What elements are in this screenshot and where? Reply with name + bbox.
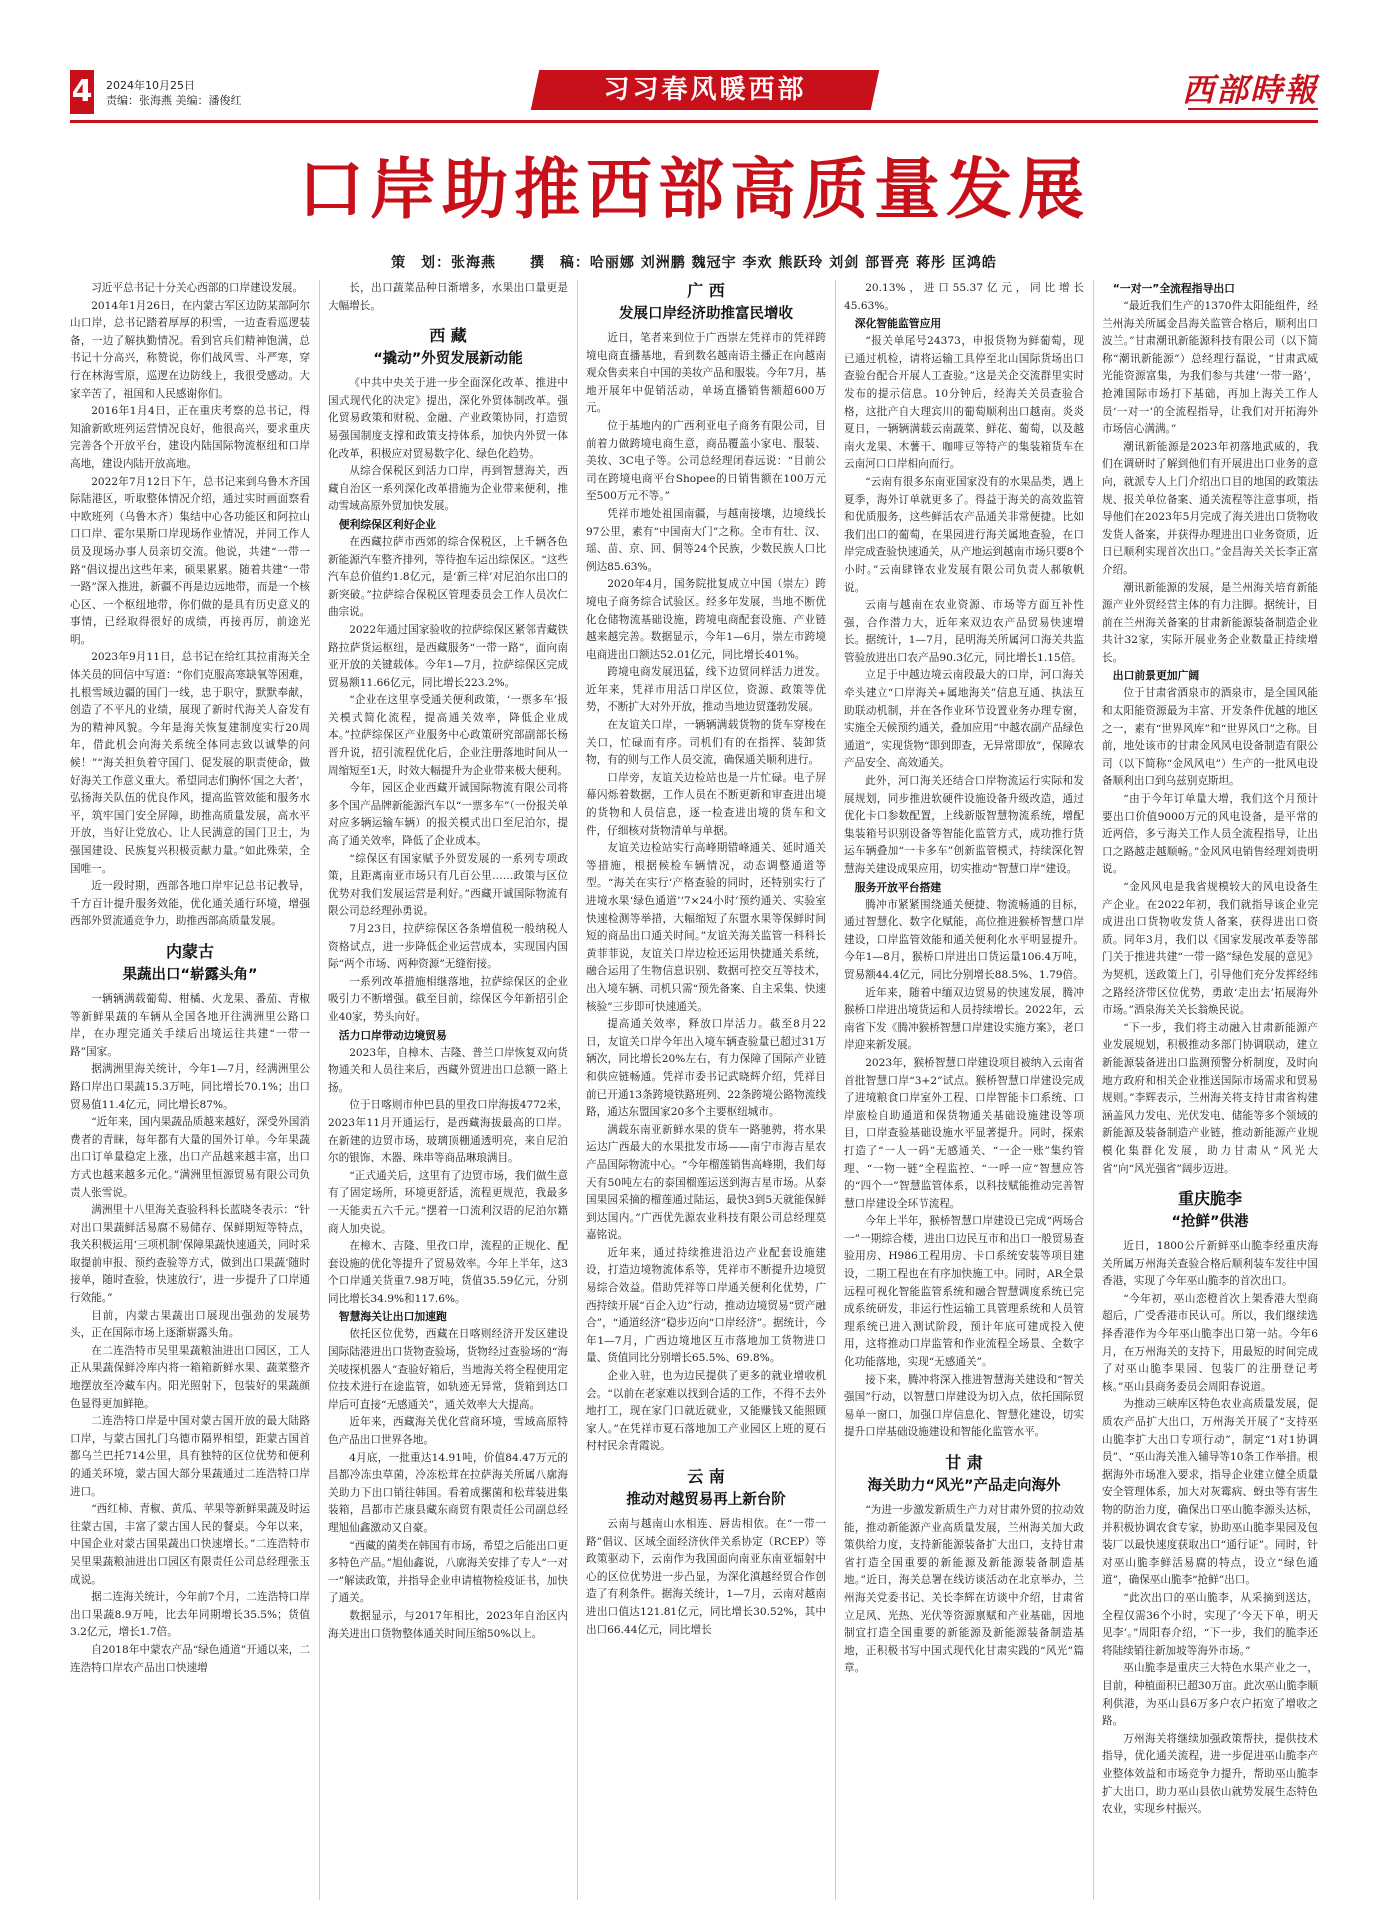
main-headline: 口岸助推西部高质量发展 <box>298 151 1090 228</box>
column-2 <box>328 280 568 1900</box>
paragraph: “云南有很多东南亚国家没有的水果品类，遇上夏季，海外订单就更多了。得益于海关的高效监管和优质服务，这些鲜活农产品通关非常便捷。比如我们出口的葡萄，在果园进行海关属地查验，在口岸完成查验快速通关，从产地运到越南市场只要8个小时。”云南肆锋农业发展有限公司负责人郝敏帆说。 <box>844 475 1084 594</box>
paragraph: “由于今年订单量大增，我们这个月预计要出口价值9000万元的风电设备，是平常的近两倍，多亏海关工作人员全流程指导，让出口之路越走越顺畅。”金风风电销售经理刘贵明说。 <box>1102 793 1318 876</box>
paragraph: 2016年1月4日，正在重庆考察的总书记，得知渝新欧班列运营情况良好，他很高兴，要求重庆完善各个开放平台，建设内陆国际物流枢纽和口岸高地，建设内陆开放高地。 <box>70 405 310 470</box>
paragraph: 云南与越南在农业资源、市场等方面互补性强，合作潜力大，近年来双边农产品贸易快速增长。据统计，1—7月，昆明海关所属河口海关共监管验放进出口农产品90.3亿元，同比增长1.15倍。 <box>844 599 1084 664</box>
paragraph: 2023年，自樟木、吉隆、普兰口岸恢复双向货物通关和人员往来后，西藏外贸进出口总额一路上扬。 <box>328 1046 568 1094</box>
paragraph: 此外，河口海关还结合口岸物流运行实际和发展规划，同步推进软硬件设施设备升级改造，通过优化卡口参数配置，上线新版智慧物流系统，增配集装箱号识别设备等智能化监管方式，成功推行货运车辆叠加“一卡多车”创新监管模式，持续深化智慧海关建设成果应用，切实推动“智慧口岸”建设。 <box>844 775 1084 875</box>
page-number: 4 <box>70 70 94 114</box>
paragraph: 在二连浩特市吴里果蔬粮油进出口园区，工人正从果蔬保鲜冷库内将一箱箱新鲜水果、蔬菜整齐地摆放至冷藏车内。阳光照射下，包装好的果蔬颜色显得更加鲜艳。 <box>70 1344 310 1410</box>
paragraph: “企业在这里享受通关便利政策，‘一票多车’报关模式简化流程，提高通关效率，降低企业成本。”拉萨综保区产业服务中心政策研究部副部长杨晋升说，招引流程优化后，企业注册落地时间从一周缩短至1天，时效大幅提升为企业带来极大便利。 <box>328 694 568 777</box>
column-divider <box>835 280 836 1900</box>
section-title: 海关助力“风光”产品走向海外 <box>867 1478 1061 1494</box>
paragraph: 为推动三峡库区特色农业高质量发展，促质农产品扩大出口，万州海关开展了“支持巫山脆李扩大出口专项行动”，制定“1对1协调员”、“巫山海关准入辅导等10条工作举措。根据海外市场准入要求，指导企业建立健全质量安全管理体系，加大对灰霉病、蚜虫等有害生物的防治力度，确保出口巫山脆李源头达标，并积极协调农食专家，协助巫山脆李果园及包装厂以最快速度获取出口“通行证”。同时，针对巫山脆李鲜活易腐的特点，设立“绿色通道”，确保巫山脆李“抢鲜”出口。 <box>1102 1398 1318 1587</box>
paragraph: 企业入驻，也为边民提供了更多的就业增收机会。“以前在老家难以找到合适的工作，不得不去外地打工，现在家门口就近就业，又能赚钱又能照顾家人。”在凭祥市夏石落地加工产业园区上班的夏石村村民余青霞说。 <box>586 1370 826 1453</box>
paragraph: 近年来，通过持续推进沿边产业配套设施建设，打造边境物流体系等，凭祥市不断提升边境贸易综合效益。借助凭祥等口岸通关便利化优势，广西持续开展“百企入边”行动，推动边境贸易“贸产融合”，“通道经济”稳步迈向“口岸经济”。据统计，今年1—7月，广西边境地区互市落地加工货物进口量、货值同比分别增长65.5%、69.8%。 <box>586 1246 826 1365</box>
paragraph: “金风风电是我省规模较大的风电设备生产企业。在2022年初，我们就指导该企业完成进出口货物收发货人备案，获得进出口资质。同年3月，我们以《国家发展改革委等部门关于推进共建“一带一路”绿色发展的意见》为契机，送政策上门，引导他们充分发挥经纬之路经济带区位优势，勇敢‘走出去’拓展海外市场。”酒泉海关关长翁焕民说。 <box>1102 881 1318 1017</box>
paragraph: 巫山脆李是重庆三大特色水果产业之一，目前，种植面积已超30万亩。此次巫山脆李顺利供港，为巫山县6万多户农户拓宽了增收之路。 <box>1102 1662 1318 1728</box>
paragraph: 2014年1月26日，在内蒙古军区边防某部阿尔山口岸，总书记踏着厚厚的积雪，一边查看巡逻装备，一边了解执勤情况。看到官兵们精神饱满，总书记十分高兴，称赞说，你们战风雪、斗严寒，穿行在林海雪原，巡逻在边防线上，我很受感动。大家辛苦了，祖国和人民感谢你们。 <box>70 299 310 400</box>
subheading: 出口前景更加广阔 <box>1112 669 1200 683</box>
paragraph: 近一段时期，西部各地口岸牢记总书记教导，千方百计提升服务效能，优化通关通行环境，增强西部外贸流通竞争力，助推西部高质量发展。 <box>70 880 310 928</box>
paragraph: 在西藏拉萨市西郊的综合保税区，上千辆各色新能源汽车整齐排列，等待抱车运出综保区。“这些汽车总价值约1.8亿元，是‘新三样’对尼泊尔出口的新突破。”拉萨综合保税区管理委员会工作人员次仁曲宗说。 <box>328 535 568 619</box>
paragraph: “今年初，巫山恋橙首次上架香港大型商超后，广受香港市民认可。所以，我们继续选择香港作为今年巫山脆李出口第一站。今年6月，在万州海关的支持下，用最短的时间完成了对巫山脆李果园、包装厂的注册登记考核。”巫山县商务委员会周阳春说道。 <box>1102 1292 1318 1393</box>
paragraph: 从综合保税区到活力口岸，再到智慧海关，西藏自治区一系列深化改革措施为企业带来便利，推动雪域高原外贸加快发展。 <box>328 465 568 513</box>
paragraph: 潮讯新能源是2023年初落地武威的，我们在调研时了解到他们有开展进出口业务的意向，就派专人上门介绍出口目的地国的政策法规、报关单位备案、通关流程等注意事项，指导他们在2023年5月完成了海关进出口货物收发货人备案，并获得办理进出口业务资质，近日已顺利实现首次出口。”金昌海关关长李正富介绍。 <box>1102 440 1318 576</box>
issue-date: 2024年10月25日 <box>106 79 195 92</box>
paragraph: 提高通关效率，释放口岸活力。截至8月22日，友谊关口岸今年出入境车辆查验量已超过31万辆次，同比增长20%左右，有力保障了国际产业链和供应链畅通。凭祥市委书记武晓辉介绍，凭祥目前已开通13条跨境铁路班列、22条跨境公路物流线路，通达东盟国家20多个主要枢纽城市。 <box>586 1018 826 1119</box>
column-4 <box>844 280 1084 1900</box>
paragraph: 2022年通过国家验收的拉萨综保区紧邻青藏铁路拉萨货运枢纽，是西藏服务“一带一路”，面向南亚开放的关键载体。今年1—7月，拉萨综保区完成贸易额11.66亿元，同比增长223.2%。 <box>328 623 568 689</box>
header-meta <box>106 78 242 108</box>
column-banner-text: 习习春风暖西部 <box>603 75 807 105</box>
section-region: 广 西 <box>687 281 725 300</box>
paragraph: 2023年，猴桥智慧口岸建设项目被纳入云南省首批智慧口岸“3+2”试点。猴桥智慧口岸建设完成了进境粮食口岸室外工程、口岸智能卡口系统、口岸旅检自助通道和保货物通关基础设施建设等项目，口岸查验基础设施水平显著提升。同时，探索打造了“一人一码”无感通关、“一企一账”集约管理、“一物一链”全程监控、“一呼一应”智慧应答的“四个一”智慧监管体系，以科技赋能推动完善智慧口岸建设全环节流程。 <box>844 1056 1084 1210</box>
paragraph: 腾冲市紧紧围绕通关便捷、物流畅通的目标，通过智慧化、数字化赋能，高位推进猴桥智慧口岸建设，口岸监管效能和通关便利化水平明显提升。今年1—8月，猴桥口岸进出口货运量106.4万吨，贸易额44.4亿元，同比分别增长88.5%、1.79倍。 <box>844 898 1084 981</box>
paragraph: “报关单尾号24373，申报货物为鲜葡萄，现已通过机检，请将运输工具停至北山国际货场出口查验台配合开展人工查验。”这是关企交流群里实时发布的提示信息。10分钟后，经海关关员查验合格，这批产自大理宾川的葡萄顺利出口越南。炎炎夏日，一辆辆满载云南蔬菜、鲜花、葡萄，以及越南火龙果、木薯干、咖啡豆等特产的集装箱货车在云南河口口岸相向而行。 <box>844 335 1084 471</box>
paragraph: 7月23日，拉萨综保区各条增值税一般纳税人资格试点，进一步降低企业运营成本，实现国内国际“两个市场、两种资源”无缝衔接。 <box>328 923 568 971</box>
column-1 <box>70 280 310 1900</box>
paragraph: 跨境电商发展迅猛，线下边贸同样活力迸发。近年来，凭祥市用活口岸区位，资源、政策等优势，不断扩大对外开放，推动当地边贸蓬勃发展。 <box>586 666 826 714</box>
column-banner <box>531 70 880 110</box>
paragraph: 满载东南亚新鲜水果的货车一路驰骋，将水果运达广西最大的水果批发市场——南宁市海吉星农产品国际物流中心。“今年榴莲销售高峰期，我们每天有50吨左右的泰国榴莲运送到海吉星市场。从泰国果园采摘的榴莲通过陆运，最快3到5天就能保鲜到达国内。”广西优先源农业科技有限公司总经理莫嘉铭说。 <box>586 1123 826 1242</box>
header-rule <box>70 120 1318 123</box>
paragraph: “西红柿、青椒、黄瓜、苹果等新鲜果蔬及时运往蒙古国，丰富了蒙古国人民的餐桌。今年以来，中国企业对蒙古国果蔬出口快速增长。”二连浩特市吴里果蔬粮油进出口园区有限责任公司总经理张玉成说。 <box>70 1503 310 1586</box>
paragraph: 在樟木、吉隆、里孜口岸，流程的正规化、配套设施的优化等提升了贸易效率。今年上半年，这3个口岸通关货重7.98万吨，货值35.59亿元，分别同比增长34.9%和117.6%。 <box>328 1240 568 1305</box>
paragraph: “为进一步激发新质生产力对甘肃外贸的拉动效能，推动新能源产业高质量发展，兰州海关加大政策供给力度，支持新能源装备扩大出口，支持甘肃省打造全国重要的新能源及新能源装备制造基地。”近日，海关总署在线访谈活动在北京举办，兰州海关党委书记、关长李辉在访谈中介绍，甘肃省立足风、光热、光伏等资源禀赋和产业基础，因地制宜打造全国重要的新能源及新能源装备制造基地，正积极书写中国式现代化甘肃实践的“风光”篇章。 <box>844 1504 1084 1675</box>
section-title: “撬动”外贸发展新动能 <box>373 351 523 368</box>
paragraph: 位于基地内的广西利亚电子商务有限公司，目前着力做跨境电商生意，商品覆盖小家电、服装、美妆、3C电子等。公司总经理闭春远说：“目前公司在跨境电商平台Shopee的日销售额在100万元至500万元不等。” <box>586 419 826 503</box>
paragraph: “西藏的菌类在韩国有市场，希望之后能出口更多特色产品。”旭仙鑫说，八廓海关安排了专人“一对一”解读政策，并指导企业申请植物检疫证书，加快了通关。 <box>328 1539 568 1605</box>
editors-line: 责编：张海燕 美编：潘俊红 <box>106 94 242 107</box>
column-divider <box>1093 280 1094 1900</box>
paragraph: 凭祥市地处祖国南疆，与越南接壤，边境线长97公里，素有“中国南大门”之称。全市有壮、汉、瑶、苗、京、回、侗等24个民族，少数民族人口比例达85.63%。 <box>586 507 826 573</box>
paragraph: 万州海关将继续加强政策帮扶，提供技术指导，优化通关流程，进一步促进巫山脆李产业整体效益和市场竞争力提升，帮助巫山脆李扩大出口，助力巫山县依山就势发展生态特色农业，实现乡村振兴。 <box>1102 1732 1318 1816</box>
paragraph: 一系列改革措施相继落地，拉萨综保区的企业吸引力不断增强。截至目前，综保区今年新招引企业40家，势头向好。 <box>328 975 568 1023</box>
section-heading <box>328 325 568 369</box>
paragraph: 据满洲里海关统计，今年1—7月，经满洲里公路口岸出口果蔬15.3万吨，同比增长70.1%；出口贸易值11.4亿元，同比增长87%。 <box>70 1063 310 1111</box>
section-heading <box>70 941 310 985</box>
subheading: 便利综保区利好企业 <box>338 517 436 531</box>
paragraph: 自2018年中蒙农产品“绿色通道”开通以来，二连浩特口岸农产品出口快速增 <box>70 1643 310 1674</box>
paragraph: 近日，笔者来到位于广西崇左凭祥市的凭祥跨境电商直播基地，看到数名越南语主播正在向越南观众售卖来自中国的美妆产品和服装。今年7月，基地开展年中促销活动，单场直播销售额超600万元。 <box>586 332 826 415</box>
paragraph: “正式通关后，这里有了边贸市场，我们做生意有了固定场所，环境更舒适，流程更规范，我最多一天能卖五六千元。”摆着一口流利汉语的尼泊尔籍商人加央说。 <box>328 1169 568 1235</box>
paragraph: 满洲里十八里海关查验科科长蓝晓冬表示：“针对出口果蔬鲜活易腐不易储存、保鲜期短等特点，我关积极运用‘三项机制’保障果蔬快速通关，同时采取提前申报、预约查验等方式，做到出口果蔬‘随时接单，随时查验，快速放行’，进一步提升了口岸通行效能。” <box>70 1204 310 1305</box>
section-region: 西 藏 <box>429 326 467 346</box>
article-columns <box>70 280 1318 1900</box>
paragraph: 位于日喀则市仲巴县的里孜口岸海拔4772米，2023年11月开通运行，是西藏海拔最高的口岸。在新建的边贸市场，玻璃顶棚通透明亮，来自尼泊尔的银饰、木器、珠串等商品琳琅满目。 <box>328 1099 568 1165</box>
subheading: 深化智能监管应用 <box>854 317 942 331</box>
section-heading <box>844 1452 1084 1496</box>
paragraph: 依托区位优势，西藏在日喀则经济开发区建设国际陆港进出口货物查验场，货物经过查验场的“海关唛探机器人”查验好箱后，当地海关将全程使用定位技术进行在途监管，如轨迹无异常，货箱到达口岸后可直接“无感通关”，通关效率大大提高。 <box>328 1328 568 1411</box>
section-heading <box>586 1466 826 1510</box>
section-title: “抢鲜”供港 <box>1171 1214 1249 1231</box>
paragraph: 4月底，一批重达14.91吨，价值84.47万元的昌都冷冻虫草菌，冷冻松茸在拉萨海关所属八廓海关助力下出口销往韩国。看着成摞菌和松茸装进集装箱，昌都市芒康县藏东商贸有限责任公司副总经理旭仙鑫激动又自豪。 <box>328 1451 568 1534</box>
paragraph: “近年来，国内果蔬品质越来越好，深受外国消费者的青睐，每年都有大量的国外订单。今年果蔬出口订单量稳定上涨，出口产品越来越丰富，出口方式也越来越多元化。”满洲里恒源贸易有限公司负责人张雪说。 <box>70 1116 310 1199</box>
newspaper-logo <box>1128 70 1318 118</box>
paragraph: 在友谊关口岸，一辆辆满载货物的货车穿梭在关口，忙碌而有序。司机们有的在指挥、装卸货物，有的则与工作人员交流，确保通关顺利进行。 <box>586 719 826 767</box>
section-region: 重庆脆李 <box>1177 1189 1242 1209</box>
section-region: 云 南 <box>687 1467 725 1486</box>
paragraph: 接下来，腾冲将深入推进智慧海关建设和“智关强国”行动，以智慧口岸建设为切入点，依托国际贸易单一窗口，加强口岸信息化、智慧化建设，切实提升口岸基础设施建设和智能化监管水平。 <box>844 1373 1084 1439</box>
paragraph: 云南与越南山水相连、唇齿相依。在“一带一路”倡议、区域全面经济伙伴关系协定（RCEP）等政策驱动下，云南作为我国面向南亚东南亚辐射中心的区位优势进一步凸显，为深化滇越经贸合作创造了有利条件。据海关统计，1—7月，云南对越南进出口值达121.81亿元，同比增长30.52%，其中出口66.44亿元，同比增长 <box>586 1518 826 1636</box>
paragraph: “综保区有国家赋予外贸发展的一系列专项政策，且距离南亚市场只有几百公里……政策与区位优势对我们发展运营是利好。”西藏开诚国际物流有限公司总经理孙勇说。 <box>328 852 568 918</box>
column-3 <box>586 280 826 1900</box>
section-region: 甘 肃 <box>945 1453 983 1472</box>
paragraph: 立足于中越边境云南段最大的口岸，河口海关牵头建立“口岸海关+属地海关”信息互通、执法互助联动机制，并在各作业环节设置业务办理专窗，实施全天候预约通关，叠加应用“中越农副产品绿色通道”，实现货物“即到即查，无异常即放”，保障农产品安全、高效通关。 <box>844 669 1084 770</box>
paragraph: 据二连海关统计，今年前7个月，二连浩特口岸出口果蔬8.9万吨，比去年同期增长35.5%；货值3.2亿元，增长1.7倍。 <box>70 1591 310 1639</box>
paragraph: 今年上半年，猴桥智慧口岸建设已完成“两场合一”一期综合楼，进出口边民互市和出口一般贸易查验用房、H986工程用房、卡口系统安装等项目建设，二期工程也在有序加快施工中。同时，AR全景远程可视化智能监管系统和融合智慧调度系统已完成系统研发，非运行性运输工具管理系统和人员管理系统已进入测试阶段，预计年底可建成投入使用，这将推动口岸监管和作业流程全场景、全数字化功能落地，实现“无感通关”。 <box>844 1215 1084 1369</box>
byline <box>70 252 1318 272</box>
paragraph: “下一步，我们将主动融入甘肃新能源产业发展规划，积极推动多部门协调联动，建立新能源装备进出口监测预警分析制度，及时向地方政府和相关企业推送国际市场需求和贸易规则。”李辉表示，兰州海关将支持甘肃省构建涵盖风力发电、光伏发电、储能等多个领域的新能源及装备制造产业链，推动新能源产业规模化集群化发展，助力甘肃从“风光大省”向“风光强省”阔步迈进。 <box>1102 1021 1318 1175</box>
paragraph: 今年，园区企业西藏开诚国际物流有限公司将多个国产品牌新能源汽车以“一票多车”（一份报关单对应多辆运输车辆）的报关模式出口至尼泊尔，提高了通关效率，降低了企业成本。 <box>328 782 568 848</box>
paragraph: 2020年4月，国务院批复成立中国（崇左）跨境电子商务综合试验区。经多年发展，当地不断优化仓储物流基础设施，跨境电商配套设施、产业链越来越完善。数据显示，今年1—6月，崇左市跨境电商进出口额达52.01亿元，同比增长401%。 <box>586 578 826 661</box>
column-5 <box>1102 280 1318 1900</box>
section-title: 推动对越贸易再上新台阶 <box>626 1492 786 1508</box>
planning-credit: 策 划：张海燕 <box>391 255 497 271</box>
paragraph: 近年来，随着中缅双边贸易的快速发展，腾冲猴桥口岸进出境货运和人员持续增长。2022年，云南省下发《腾冲猴桥智慧口岸建设实施方案》，老口岸迎来新发展。 <box>844 986 1084 1052</box>
subheading: 智慧海关让出口加速跑 <box>338 1310 447 1324</box>
paragraph: 20.13%，进口55.37亿元，同比增长45.63%。 <box>844 282 1084 312</box>
subheading: “一对一”全流程指导出口 <box>1112 282 1235 295</box>
paragraph: 口岸旁，友谊关边检站也是一片忙碌。电子屏幕闪烁着数据，工作人员在不断更新和审查进出境的货物和人员信息，逐一检查进出境的货车和文件，仔细核对货物清单与单据。 <box>586 771 826 837</box>
paragraph: 友谊关边检站实行高峰期错峰通关、延时通关等措施，根据候检车辆情况，动态调整通道等型。“海关在实行‘产格查验的同时，还特别实行了进境水果‘绿色通道’‘7×24小时’预约通关、实验室快速检测等举措，大幅缩短了东盟水果等保鲜时间短的商品出口通关时间。”友谊关海关监管一科科长黄菲菲说，友谊关口岸边检还运用快捷通关系统，融合运用了生物信息识别、数据可控交互等技术，出入境车辆、司机只需“预先备案、自主采集、快速核验”三步即可快速通关。 <box>586 842 826 1013</box>
paragraph: 位于甘肃省酒泉市的酒泉市，是全国风能和太阳能资源最为丰富、开发条件优越的地区之一，素有“世界风库”和“世界风口”之称。目前，地处该市的甘肃金风风电设备制造有限公司（以下简称“金风风电”）生产的一批风电设备顺利出口到乌兹别克斯坦。 <box>1102 687 1318 788</box>
page-header <box>70 70 1318 120</box>
logo-text: 西部時報 <box>1181 71 1318 109</box>
paragraph: 二连浩特口岸是中国对蒙古国开放的最大陆路口岸，与蒙古国扎门乌德市隔界相望，距蒙古国首都乌兰巴托714公里，具有独特的区位优势和便利的通关环境，蒙古国大部分果蔬通过二连浩特口岸进口。 <box>70 1415 310 1498</box>
paragraph: 2023年9月11日，总书记在给红其拉甫海关全体关员的回信中写道：“你们克服高寒缺氧等困难，扎根雪域边疆的国门一线，忠于职守，默默奉献，创造了不平凡的业绩，展现了新时代海关人奋发有为的精神风貌。今年是海关恢复建制度实行20周年，借此机会向海关系统全体同志致以诚挚的问候！”“海关担负着守国门、促发展的职责使命，做好海关工作意义重大。希望同志们胸怀‘国之大者’，弘扬海关队伍的优良作风，提高监管效能和服务水平，筑牢国门安全屏障，助推高质量发展，高水平开放，当好让党放心、让人民满意的国门卫士，为强国建设、民族复兴积极贡献力量。”如此殊荣，全国唯一。 <box>70 651 310 875</box>
paragraph: 2022年7月12日下午，总书记来到乌鲁木齐国际陆港区，听取整体情况介绍，通过实时画面察看中欧班列（乌鲁木齐）集结中心各功能区和阿拉山口口岸、霍尔果斯口岸现场作业情况，并同工作人员及现场办事人员亲切交流。他说，共建“一带一路”倡议提出这些年来，硕果累累。随着共建“一带一路”深入推进，新疆不再是边远地带，而是一个核心区、一个枢纽地带，你们做的是具有历史意义的事情，已经取得很好的成绩，再接再厉，前途光明。 <box>70 475 310 646</box>
paragraph: 潮讯新能源的发展，是兰州海关培育新能源产业外贸经营主体的有力注脚。据统计，目前在兰州海关备案的甘肃新能源装备制造企业共计32家，实际开展业务企业数量正持续增长。 <box>1102 581 1318 664</box>
section-title: 果蔬出口“崭露头角” <box>122 966 258 983</box>
paragraph: 数据显示，与2017年相比，2023年自治区内海关进出口货物整体通关时间压缩50%以上。 <box>328 1609 568 1640</box>
subheading: 服务开放平台搭建 <box>854 880 942 894</box>
paragraph: 目前，内蒙古果蔬出口展现出强劲的发展势头，正在国际市场上逐渐崭露头角。 <box>70 1309 310 1340</box>
writers-credit: 撰 稿：哈丽娜 刘洲鹏 魏冠宇 李欢 熊跃玲 刘剑 部晋亮 蒋彤 匡鸿皓 <box>529 255 997 271</box>
section-heading <box>586 280 826 324</box>
paragraph: 习近平总书记十分关心西部的口岸建设发展。 <box>91 282 304 294</box>
paragraph: 长，出口蔬菜品种日渐增多，水果出口量更是大幅增长。 <box>328 282 568 312</box>
paragraph: 近年来，西藏海关优化营商环境，雪域高原特色产品出口世界各地。 <box>328 1416 568 1447</box>
column-divider <box>577 280 578 1900</box>
subheading: 活力口岸带动边境贸易 <box>338 1028 447 1042</box>
column-divider <box>319 280 320 1900</box>
paragraph: 一辆辆满载葡萄、柑橘、火龙果、番茄、青椒等新鲜果蔬的车辆从全国各地开往满洲里公路口岸，在办理完通关手续后出境运往共建“一带一路”国家。 <box>70 992 310 1058</box>
logo-underline <box>1188 108 1318 116</box>
paragraph: 近日，1800公斤新鲜巫山脆李经重庆海关所属万州海关查验合格后顺利装车发往中国香港，实现了今年巫山脆李的首次出口。 <box>1102 1240 1318 1288</box>
section-title: 发展口岸经济助推富民增收 <box>619 306 793 322</box>
paragraph: “最近我们生产的1370件太阳能组件，经兰州海关所属金昌海关监管合格后，顺利出口波兰。”甘肃潮讯新能源科技有限公司（以下简称“潮讯新能源”）总经理行磊说，“甘肃武威光能资源富集，为我们参与共建‘一带一路’，抢滩国际市场打下基础，再加上海关工作人员‘一对一’的全流程指导，让我们对开拓海外市场信心满满。” <box>1102 300 1318 436</box>
paragraph: “此次出口的巫山脆李，从采摘到送达，全程仅需36个小时，实现了‘今天下单，明天见李’。”周阳春介绍，“下一步，我们的脆李还将陆续销往新加坡等海外市场。” <box>1102 1591 1318 1657</box>
paragraph: 《中共中央关于进一步全面深化改革、推进中国式现代化的决定》提出，深化外贸体制改革。强化贸易政策和财税、金融、产业政策协同，打造贸易强国制度支撑和政策支持体系，加快内外贸一体化改革，积极应对贸易数字化、绿色化趋势。 <box>328 377 568 460</box>
section-region: 内蒙古 <box>165 941 214 961</box>
section-heading <box>1102 1188 1318 1232</box>
